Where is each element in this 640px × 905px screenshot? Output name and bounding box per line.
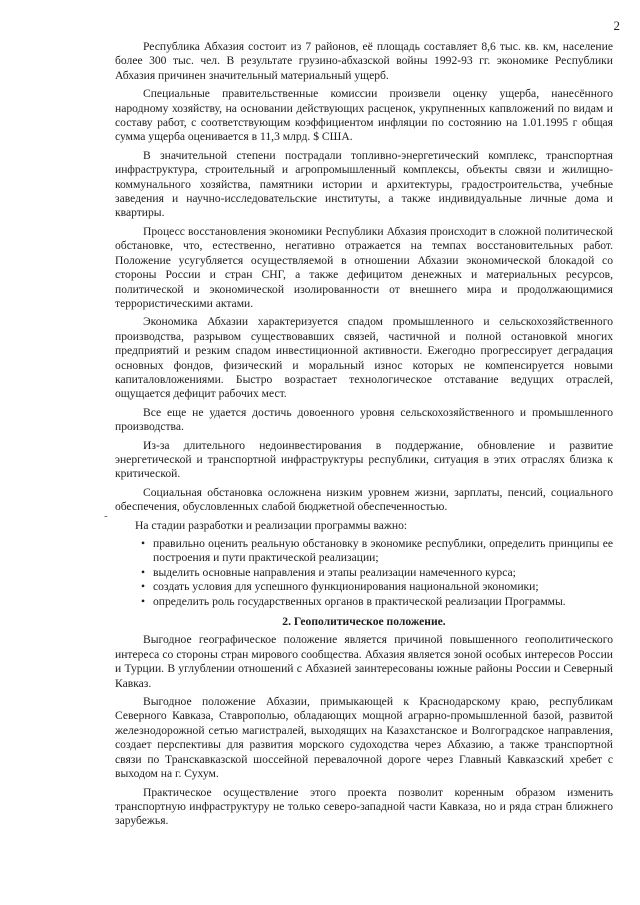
paragraph: Выгодное географическое положение является причиной повышенного геополитического интереса со стороны стран мирового сообщества. Абхазия является зоной особых интересов России и Турции. В углублении отношений с Абхазией заинтересованы южные районы России и Северный Кавказ. xyxy=(115,633,613,690)
paragraph: Из-за длительного недоинвестирования в поддержание, обновление и развитие энергетической и транспортной инфраструктуры республики, ситуация в этих отраслях близка к критической. xyxy=(115,438,613,481)
document-body xyxy=(115,40,613,833)
paragraph: Экономика Абхазии характеризуется спадом промышленного и сельскохозяйственного производства, разрывом существовавших связей, частичной и полной остановкой многих предприятий и резким спадом инвестиционной активности. Ежегодно прогрессирует деградация основных фондов, физический и моральный износ которых не компенсируется новыми капиталовложениями. Быстро возрастает технологическое отставание ведущих отраслей, ощущается дефицит рабочих мест. xyxy=(115,315,613,401)
paragraph: Выгодное положение Абхазии, примыкающей к Краснодарскому краю, республикам Северного Кавказа, Ставрополью, обладающих мощной аграрно-промышленной базой, развитой железнодорожной сетью магистралей, выходящих на Казахстанское и Волгоградское направления, создает перспективы для развития морского судоходства через Абхазию, а также транспортной связи по Транскавказской шоссейной перевалочной дороге через Главный Кавказский хребет с выходом на г. Сухум. xyxy=(115,695,613,781)
list-item: • создать условия для успешного функционирования национальной экономики; xyxy=(141,580,613,594)
paragraph: Республика Абхазия состоит из 7 районов, её площадь составляет 8,6 тыс. кв. км, население более 300 тыс. чел. В результате грузино-абхазской войны 1992-93 гг. экономике Республики Абхазия причинен значительный материальный ущерб. xyxy=(115,40,613,82)
list-item: • выделить основные направления и этапы реализации намеченного курса; xyxy=(141,566,613,580)
page-number: 2 xyxy=(613,18,620,33)
paragraph: Социальная обстановка осложнена низким уровнем жизни, зарплаты, пенсий, социального обеспечения, обусловленных слабой бюджетной обеспеченностью. xyxy=(115,485,613,514)
paragraph: В значительной степени пострадали топливно-энергетический комплекс, транспортная инфраструктура, строительный и агропромышленный комплексы, объекты связи и жилищно-коммунального хозяйства, памятники истории и архитектуры, градостроительства, учебные заведения и научно-исследовательские институты, а также индивидуальные личные дома и квартиры. xyxy=(115,148,613,220)
list-item: • правильно оценить реальную обстановку в экономике республики, определить принципы ее построения и пути практической реализации; xyxy=(141,537,613,566)
paragraph: Специальные правительственные комиссии произвели оценку ущерба, нанесённого народному хозяйству, на основании действующих расценок, укрупненных капвложений по видам и составу работ, с соответствующим коэффициентом инфляции по состоянию на 1.01.1995 г общая сумма ущерба оценивается в 11,3 млрд. $ США. xyxy=(115,87,613,144)
bullet-list xyxy=(115,537,613,609)
paragraph: Все еще не удается достичь довоенного уровня сельскохозяйственного и промышленного производства. xyxy=(115,405,613,434)
list-item: • определить роль государственных органов в практической реализации Программы. xyxy=(141,595,613,609)
list-intro: На стадии разработки и реализации программы важно: xyxy=(135,518,408,532)
paragraph: Процесс восстановления экономики Республики Абхазия происходит в сложной политической обстановке, что, естественно, негативно отражается на темпах восстановительных работ. Положение усугубляется осуществляемой в отношении Абхазии экономической блокадой со стороны России и стран СНГ, а также дефицитом денежных и материальных ресурсов, политической и экономической изолированности от внешнего мира и продолжающимися террористическими актами. xyxy=(115,224,613,310)
paragraph: Практическое осуществление этого проекта позволит коренным образом изменить транспортную инфраструктуру не только северо-западной части Кавказа, но и ряда стран ближнего зарубежья. xyxy=(115,785,613,828)
section-heading: 2. Геополитическое положение. xyxy=(282,615,446,629)
margin-mark: - xyxy=(104,510,108,522)
